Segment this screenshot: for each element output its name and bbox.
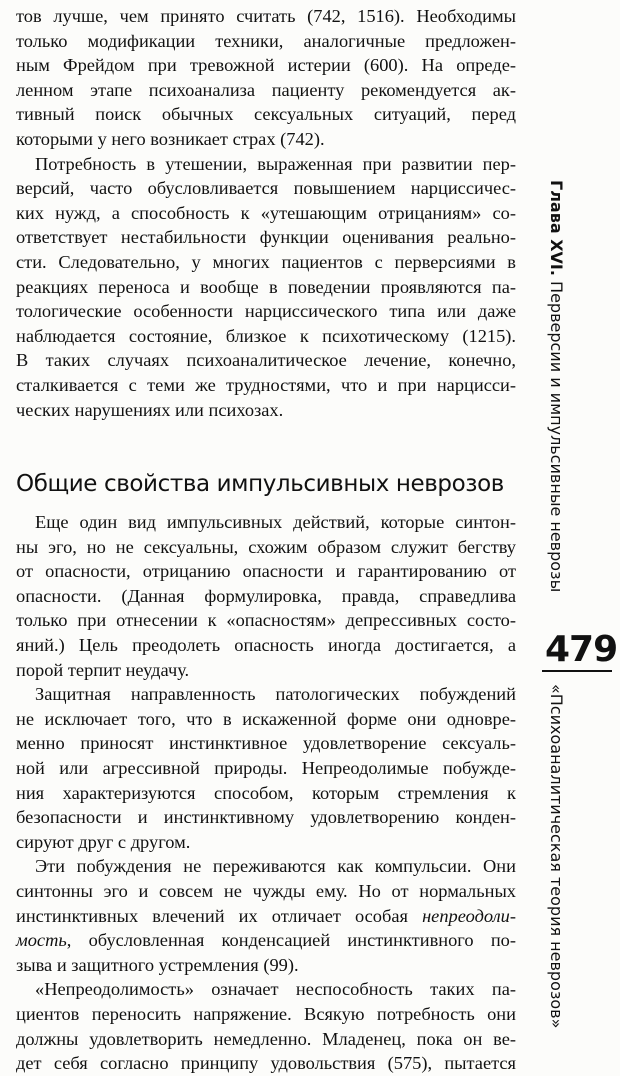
paragraph-continuation bbox=[16, 4, 516, 152]
chapter-label: Глава XVI. bbox=[547, 180, 566, 276]
text-line: циентов переносить напряжение. Всякую потребность они bbox=[16, 1003, 516, 1024]
text-line: тов лучше, чем принято считать (742, 1516). Необходимы bbox=[16, 6, 516, 26]
text-line: опасности. (Данная формулировка, правда, справедлива bbox=[16, 585, 516, 606]
text-line: безопасности и инстинктивному удовлетворению конден- bbox=[16, 807, 516, 828]
section-heading: Общие свойства импульсивных неврозов bbox=[16, 471, 504, 498]
text-line: тологические особенности нарциссического типа или даже bbox=[16, 301, 516, 322]
paragraph-tension-intolerance bbox=[16, 977, 516, 1075]
text-line: должны удовлетворить немедленно. Младенец, пока он ве- bbox=[16, 1028, 516, 1049]
text-line: реакциях переноса и вообще в поведении проявляются па- bbox=[16, 276, 516, 297]
text-line: ких нужд, а способность к «утешающим отрицаниям» со- bbox=[16, 202, 516, 223]
text-line: ответствует нестабильности функции оценивания реально- bbox=[16, 227, 516, 248]
text-line: зыва и защитного устремления (99). bbox=[16, 954, 299, 975]
text-line: Еще один вид импульсивных действий, которые синтон- bbox=[35, 512, 516, 533]
paragraph-irresistibility bbox=[16, 854, 516, 977]
text-line: ны эго, но не сексуальны, схожим образом служит бегству bbox=[16, 536, 516, 557]
text-line: наблюдается состояние, близкое к психотическому (1215). bbox=[16, 325, 516, 346]
emphasis-text: мость bbox=[16, 930, 67, 951]
running-head-chapter bbox=[547, 180, 566, 592]
text-line: версий, часто обусловливается повышением нарциссичес- bbox=[16, 178, 516, 199]
text-line: Эти побуждения не переживаются как компульсии. Они bbox=[35, 856, 516, 877]
text-line: ния характеризуются способом, которым стремления к bbox=[16, 782, 516, 803]
text-line: Потребность в утешении, выраженная при развитии пер- bbox=[35, 153, 516, 174]
text-line: яний.) Цель преодолеть опасность иногда достигается, а bbox=[16, 635, 516, 656]
text-line: сталкивается с теми же трудностями, что и при нарцисси- bbox=[16, 374, 516, 395]
text-line: «Непреодолимость» означает неспособность таких па- bbox=[35, 979, 516, 1000]
paragraph-defensive-direction bbox=[16, 682, 516, 854]
text-line: синтонны эго и совсем не чужды ему. Но от нормальных bbox=[16, 881, 516, 901]
text-line: ным Фрейдом при тревожной истерии (600). На опреде- bbox=[16, 55, 516, 76]
text-line: только при отнесении к «опасностям» депрессивных состо- bbox=[16, 610, 516, 631]
text-line bbox=[16, 928, 516, 953]
running-margin bbox=[528, 0, 620, 997]
text-line: которыми у него возникает страх (742). bbox=[16, 128, 325, 149]
text-line bbox=[16, 904, 516, 929]
text-line: только модификации техники, аналогичные предложен- bbox=[16, 30, 516, 51]
page-number-rule bbox=[542, 670, 612, 672]
chapter-title: Перверсии и импульсивные неврозы bbox=[547, 281, 566, 593]
text-line: менно приносят инстинктивное удовлетворение сексуаль- bbox=[16, 733, 516, 754]
text-line: тивный поиск обычных сексуальных ситуаций, перед bbox=[16, 104, 516, 125]
main-text-column bbox=[16, 4, 516, 1076]
page-number: 479 bbox=[545, 629, 618, 670]
text-line: ческих нарушениях или психозах. bbox=[16, 399, 284, 420]
text-line: от опасности, отрицанию опасности и гарантированию от bbox=[16, 561, 516, 582]
text-line: ной или агрессивной природы. Непреодолимые побужде- bbox=[16, 758, 516, 779]
paragraph-consolation bbox=[16, 152, 516, 423]
text-line: сти. Следовательно, у многих пациентов с перверсиями в bbox=[16, 251, 516, 272]
emphasis-text: непреодоли- bbox=[422, 905, 516, 926]
text-line: Защитная направленность патологических побуждений bbox=[35, 684, 516, 705]
text-segment: , обусловленная конденсацией инстинктивного по- bbox=[66, 930, 516, 951]
text-line: дет себя согласно принципу удовольствия (575), пытается bbox=[16, 1053, 516, 1074]
paragraph-impulsive-actions bbox=[16, 510, 516, 682]
text-segment: инстинктивных влечений их отличает особая bbox=[16, 905, 423, 926]
running-head-series: «Психоаналитическая теория неврозов» bbox=[547, 684, 566, 1029]
text-line: не исключает того, что в искаженной форме они одновре- bbox=[16, 708, 516, 729]
text-line: порой терпит неудачу. bbox=[16, 659, 190, 680]
text-line: В таких случаях психоаналитическое лечение, конечно, bbox=[16, 350, 516, 371]
text-line: ленном этапе психоанализа пациенту рекомендуется ак- bbox=[16, 79, 516, 100]
text-line: сируют друг с другом. bbox=[16, 831, 191, 852]
